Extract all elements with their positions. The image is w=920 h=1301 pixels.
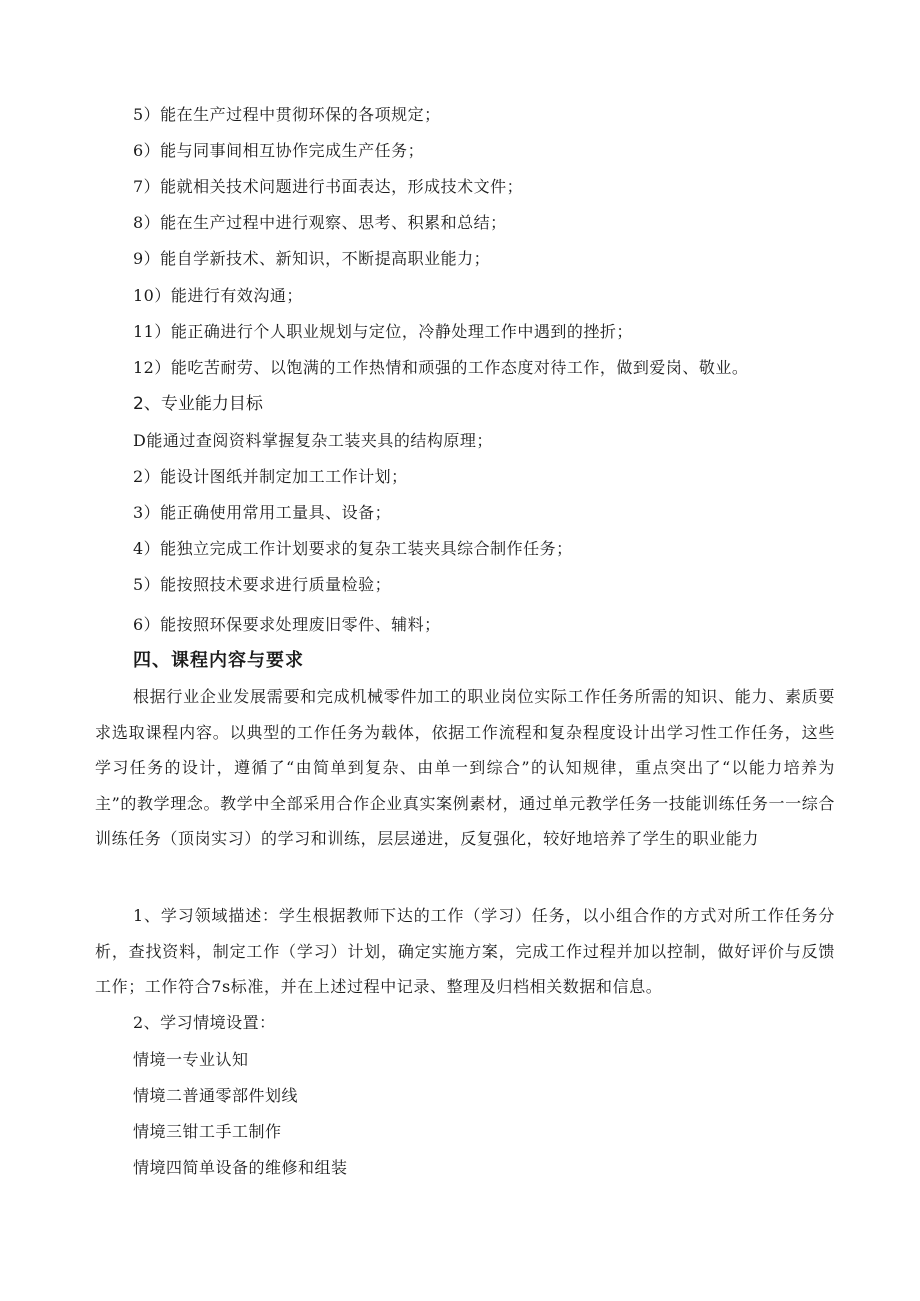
list-item: 6）能按照环保要求处理废旧零件、辅料； [133, 615, 441, 634]
scenario-item: 情境一专业认知 [133, 1050, 249, 1069]
scenario-item: 情境四简单设备的维修和组装 [133, 1158, 348, 1177]
list-item: 5）能在生产过程中贯彻环保的各项规定； [133, 105, 441, 124]
list-item: 4）能独立完成工作计划要求的复杂工装夹具综合制作任务； [133, 539, 573, 558]
list-item: 2）能设计图纸并制定加工工作计划； [133, 467, 408, 486]
list-item: 3）能正确使用常用工量具、设备； [133, 503, 392, 522]
section-heading-course-content: 四、课程内容与要求 [133, 650, 304, 671]
scenario-item: 情境二普通零部件划线 [133, 1086, 299, 1105]
paragraph-learning-field: 1、学习领域描述：学生根据教师下达的工作（学习）任务，以小组合作的方式对所工作任务分析，查找资料，制定工作（学习）计划，确定实施方案，完成工作过程并加以控制，做好评价与反馈工作；工作符合7s标准，并在上述过程中记录、整理及归档相关数据和信息。 [95, 906, 835, 996]
list-item: 9）能自学新技术、新知识，不断提高职业能力； [133, 249, 491, 268]
list-item: 5）能按照技术要求进行质量检验； [133, 575, 392, 594]
list-item: 12）能吃苦耐劳、以饱满的工作热情和顽强的工作态度对待工作，做到爱岗、敬业。 [133, 358, 749, 377]
section-heading-professional: 2、专业能力目标 [133, 394, 263, 414]
list-item: 8）能在生产过程中进行观察、思考、积累和总结； [133, 213, 507, 232]
scenario-item: 情境三钳工手工制作 [133, 1122, 282, 1141]
list-item: 6）能与同事间相互协作完成生产任务； [133, 141, 425, 160]
list-item: 11）能正确进行个人职业规划与定位，冷静处理工作中遇到的挫折； [133, 322, 633, 341]
paragraph-intro: 根据行业企业发展需要和完成机械零件加工的职业岗位实际工作任务所需的知识、能力、素质要求选取课程内容。以典型的工作任务为载体，依据工作流程和复杂程度设计出学习性工作任务，这些学习任务的设计，遵循了“由简单到复杂、由单一到综合”的认知规律，重点突出了“以能力培养为主”的教学理念。教学中全部采用合作企业真实案例素材，通过单元教学任务一技能训练任务一一综合训练任务（顶岗实习）的学习和训练，层层递进，反复强化，较好地培养了学生的职业能力 [95, 687, 835, 848]
list-item: D能通过查阅资料掌握复杂工装夹具的结构原理； [133, 431, 493, 450]
scenario-label: 2、学习情境设置： [133, 1013, 276, 1032]
list-item: 10）能进行有效沟通； [133, 286, 303, 305]
list-item: 7）能就相关技术问题进行书面表达，形成技术文件； [133, 177, 524, 196]
